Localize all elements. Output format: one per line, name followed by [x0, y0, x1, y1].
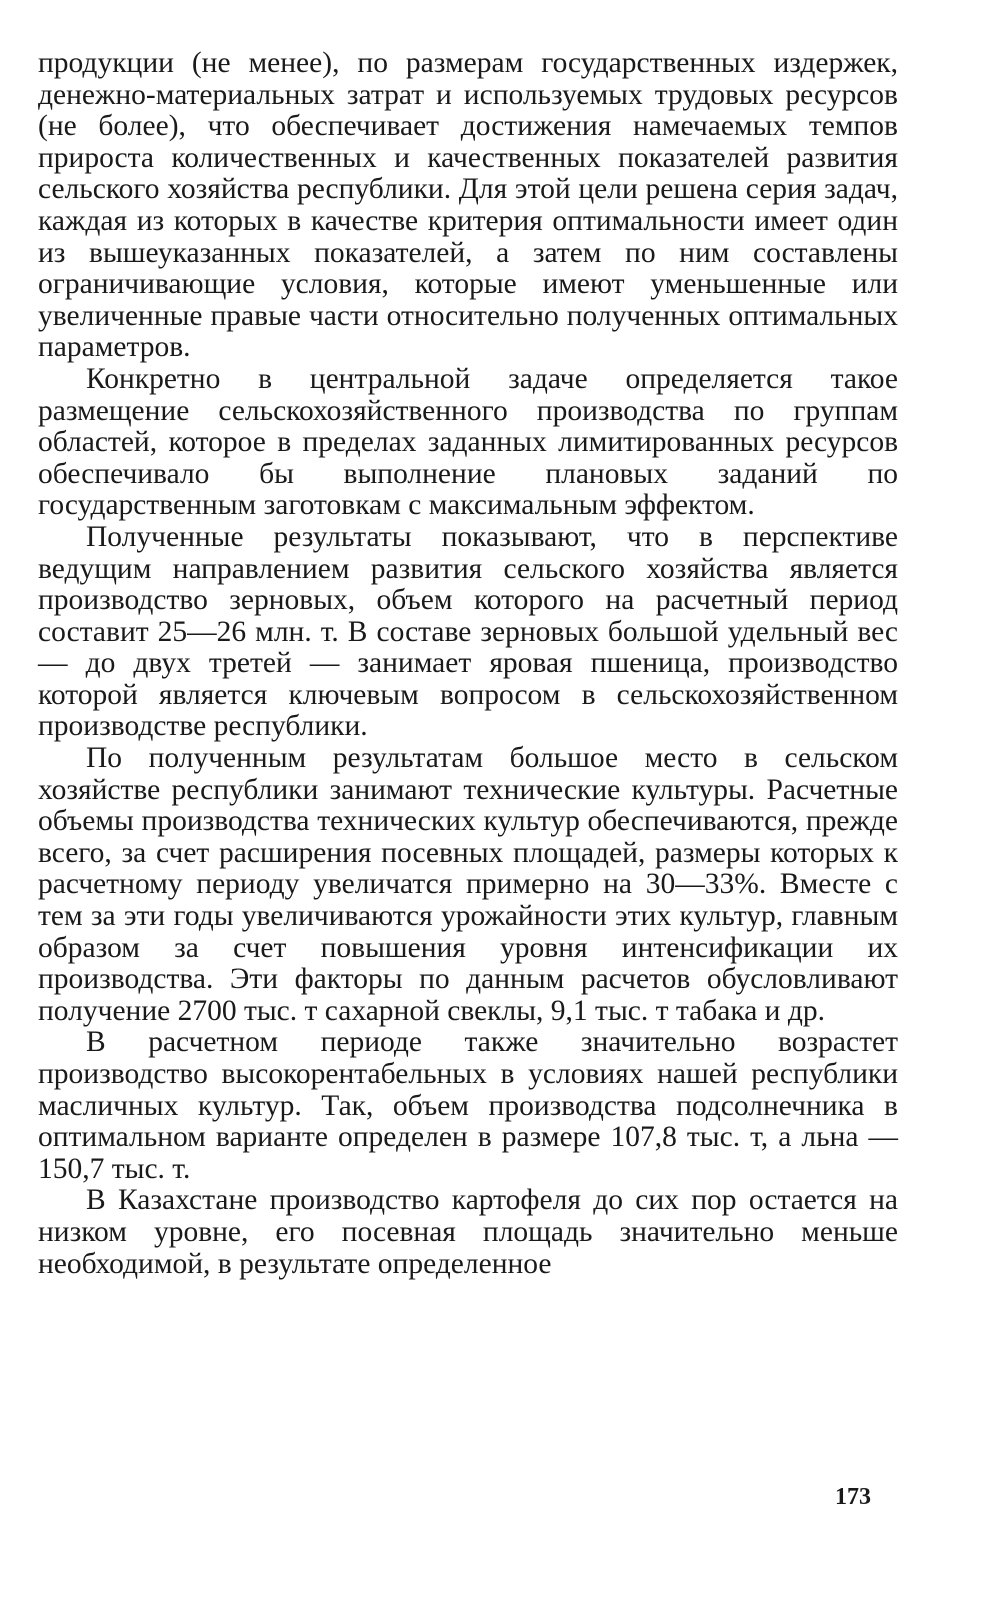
paragraph-1: продукции (не менее), по размерам государственных издержек, денежно-материальных затрат и используемых трудовых ресурсов (не более), что обеспечивает достижения намечаемых темпов прироста количественных и качественных показателей развития сельского хозяйства республики. Для этой цели решена серия задач, каждая из которых в качестве критерия оптимальности имеет один из вышеуказанных показателей, а затем по ним составлены ограничивающие условия, которые имеют уменьшенные или увеличенные правые части относительно полученных оптимальных параметров.	[38, 47, 898, 364]
paragraph-4: По полученным результатам большое место в сельском хозяйстве республики занимают технические культуры. Расчетные объемы производства технических культур обеспечиваются, прежде всего, за счет расширения посевных площадей, размеры которых к расчетному периоду увеличатся примерно на 30—33%. Вместе с тем за эти годы увеличиваются урожайности этих культур, главным образом за счет повышения уровня интенсификации их производства. Эти факторы по данным расчетов обусловливают получение 2700 тыс. т сахарной свеклы, 9,1 тыс. т табака и др.	[38, 742, 898, 1027]
paragraph-6: В Казахстане производство картофеля до сих пор остается на низком уровне, его посевная площадь значительно меньше необходимой, в результате определенное	[38, 1184, 898, 1280]
page-number: 173	[835, 1484, 871, 1510]
paragraph-2: Конкретно в центральной задаче определяется такое размещение сельскохозяйственного производства по группам областей, которое в пределах заданных лимитированных ресурсов обеспечивало бы выполнение плановых заданий по государственным заготовкам с максимальным эффектом.	[38, 362, 898, 522]
paragraph-5: В расчетном периоде также значительно возрастет производство высокорентабельных в условиях нашей республики масличных культур. Так, объем производства подсолнечника в оптимальном варианте определен в размере 107,8 тыс. т, а льна — 150,7 тыс. т.	[38, 1026, 898, 1185]
body-text	[38, 48, 898, 1280]
paragraph-3: Полученные результаты показывают, что в перспективе ведущим направлением развития сельского хозяйства является производство зерновых, объем которого на расчетный период составит 25—26 млн. т. В составе зерновых большой удельный вес — до двух третей — занимает яровая пшеница, производство которой является ключевым вопросом в сельскохозяйственном производстве республики.	[38, 520, 898, 743]
